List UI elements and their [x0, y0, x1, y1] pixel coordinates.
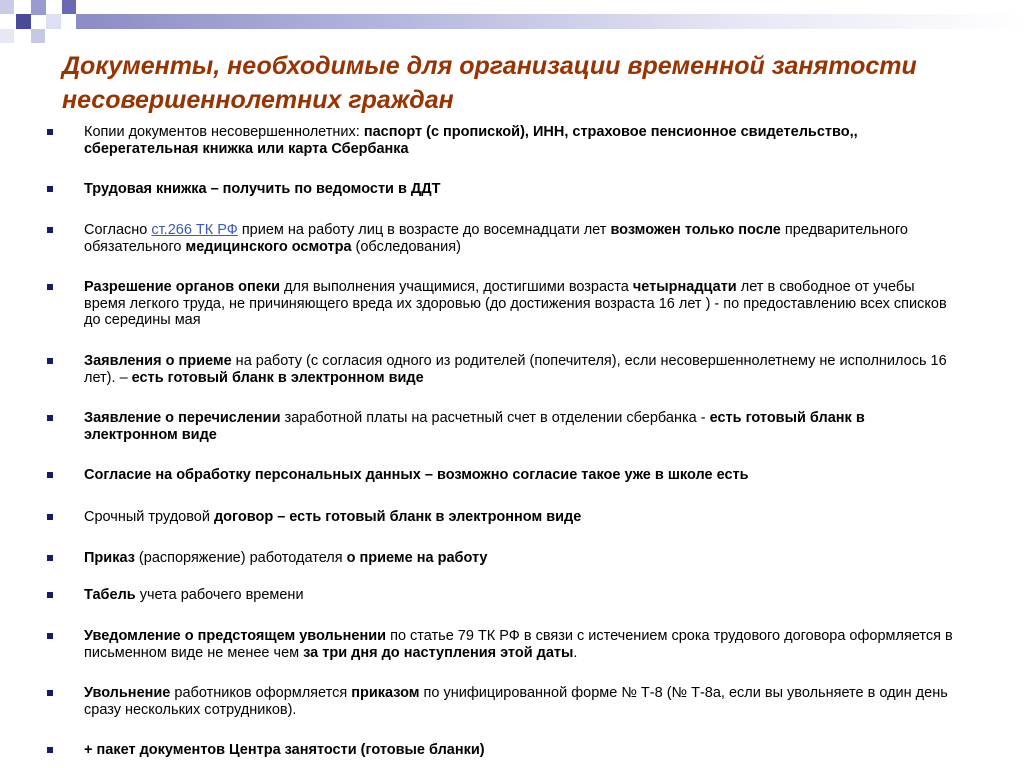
- list-item: [84, 550, 954, 567]
- square-bullet-icon: [47, 633, 53, 639]
- list-item: [84, 685, 954, 718]
- square-bullet-icon: [47, 592, 53, 598]
- bold-text: медицинского осмотра: [185, 238, 352, 255]
- bold-text: есть готовый бланк в электронном виде: [131, 369, 424, 386]
- list-item: [84, 222, 954, 255]
- bold-text: приказом: [351, 685, 420, 701]
- text: (распоряжение) работодателя: [134, 550, 347, 566]
- text: учета рабочего времени: [135, 587, 304, 603]
- header-gradient-bar: [76, 14, 1024, 29]
- decor-square: [0, 0, 14, 14]
- bold-text: Увольнение: [84, 685, 171, 701]
- text: Согласно: [84, 222, 152, 238]
- square-bullet-icon: [47, 555, 53, 561]
- text: по унифицированной форме № Т-8 (№ Т-8а, если вы увольняете в один день сразу нескольких сотрудников).: [84, 685, 948, 718]
- decor-square: [31, 0, 46, 15]
- square-bullet-icon: [47, 747, 53, 753]
- text: прием на работу лиц в возрасте до восемнадцати лет: [237, 222, 611, 238]
- list-item: [84, 587, 954, 604]
- list-item: [84, 410, 954, 443]
- text: заработной платы на расчетный счет в отделении сбербанка -: [280, 410, 710, 426]
- square-bullet-icon: [47, 284, 53, 290]
- list-item: [84, 279, 954, 329]
- bold-text: Уведомление о предстоящем увольнении: [84, 628, 387, 644]
- slide-title: Документы, необходимые для организации временной занятости несовершеннолетних граждан: [62, 52, 917, 114]
- text: (обследования): [351, 238, 461, 255]
- bold-text: паспорт (с пропиской), ИНН, страховое пенсионное свидетельство,, сберегательная книжка или карта Сбербанка: [84, 124, 858, 157]
- bold-text: Разрешение органов опеки: [84, 279, 280, 295]
- bold-text: Табель: [84, 587, 136, 603]
- square-bullet-icon: [47, 129, 53, 135]
- list-item: [84, 467, 954, 484]
- text: Срочный трудовой: [84, 509, 214, 525]
- text: лет в свободное от учебы время легкого труда, не причиняющего вреда их здоровью (до достижения возраста 16 лет ) - по предоставлению всех списков до середины мая: [84, 279, 947, 328]
- text: .: [573, 644, 578, 661]
- text: для выполнения учащимися, достигшими возраста: [280, 279, 633, 295]
- bold-text: есть готовый бланк в электронном виде: [84, 410, 865, 443]
- bold-text: + пакет документов Центра занятости (готовые бланки): [84, 742, 485, 758]
- text: на работу (с согласия одного из родителей (попечителя), если несовершеннолетнему не исполнилось 16 лет). –: [84, 353, 947, 386]
- text: по статье 79 ТК РФ в связи с истечением срока трудового договора оформляется в письменном виде не менее чем: [84, 628, 953, 661]
- text: Копии документов несовершеннолетних:: [84, 124, 364, 140]
- decor-square: [0, 29, 14, 43]
- square-bullet-icon: [47, 415, 53, 421]
- bold-text: за три дня до наступления этой даты: [303, 644, 574, 661]
- list-item: [84, 181, 954, 198]
- square-bullet-icon: [47, 690, 53, 696]
- bold-text: четырнадцати: [632, 279, 737, 295]
- decor-square: [62, 0, 76, 14]
- square-bullet-icon: [47, 227, 53, 233]
- decor-square: [16, 14, 31, 29]
- square-bullet-icon: [47, 472, 53, 478]
- list-item: [84, 742, 954, 759]
- bold-text: о приеме на работу: [346, 550, 488, 566]
- decor-square: [46, 14, 61, 29]
- bold-text: Заявление о перечислении: [84, 410, 281, 426]
- square-bullet-icon: [47, 514, 53, 520]
- bold-text: Трудовая книжка – получить по ведомости в ДДТ: [84, 181, 441, 197]
- list-item: [84, 509, 954, 526]
- bold-text: Согласие на обработку персональных данных – возможно согласие такое уже в школе есть: [84, 467, 749, 483]
- law-article-link[interactable]: ст.266 ТК РФ: [151, 222, 238, 238]
- bold-text: Заявления о приеме: [84, 353, 232, 369]
- list-item: [84, 124, 954, 157]
- text: работников оформляется: [170, 685, 352, 701]
- square-bullet-icon: [47, 358, 53, 364]
- square-bullet-icon: [47, 186, 53, 192]
- bold-text: Приказ: [84, 550, 135, 566]
- bold-text: возможен только после: [610, 222, 781, 238]
- list-item: [84, 353, 954, 386]
- bold-text: договор – есть готовый бланк в электронном виде: [213, 509, 582, 525]
- decor-square: [31, 29, 45, 43]
- list-item: [84, 628, 954, 661]
- text: предварительного обязательного: [84, 222, 908, 255]
